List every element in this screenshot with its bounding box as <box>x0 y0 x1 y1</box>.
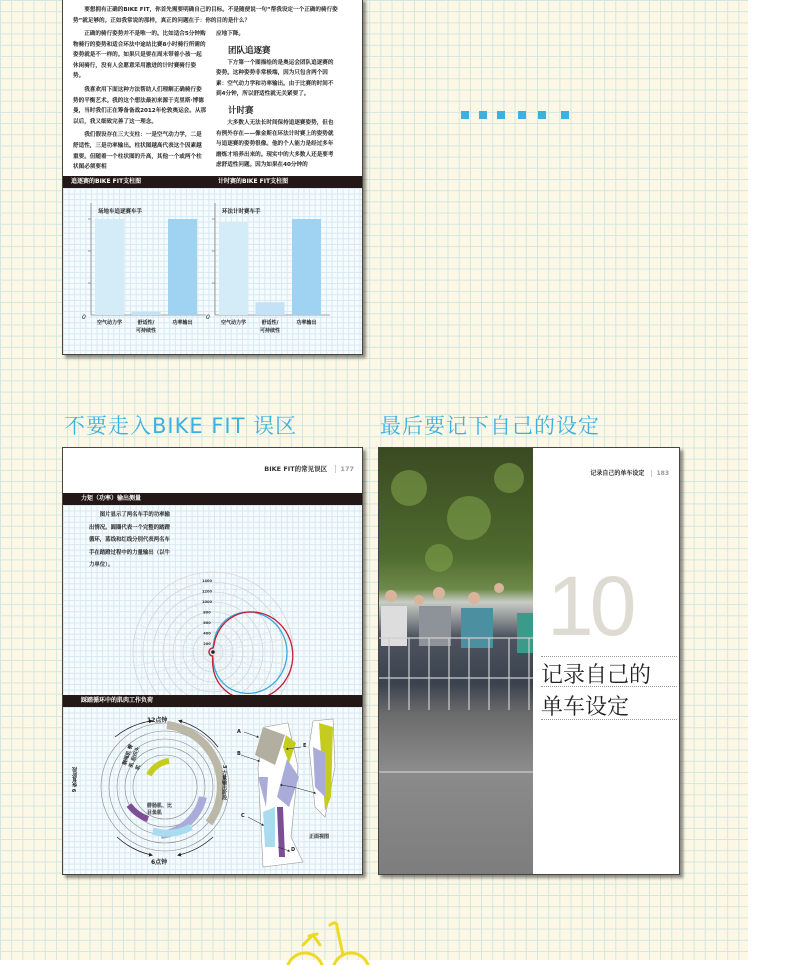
charts-area <box>63 188 363 355</box>
polar-center <box>211 650 215 654</box>
left-book-page <box>62 447 363 875</box>
category-label: 舒适性/ <box>137 320 155 326</box>
polar-tick: 200 <box>203 642 211 646</box>
top-book-page <box>62 0 363 355</box>
polar-tick: 600 <box>203 621 211 625</box>
leg-front <box>309 719 335 817</box>
leg-side <box>255 723 303 867</box>
bar <box>168 219 197 315</box>
muscle-label: 腘绳肌 臀肌 股四头肌 <box>121 743 143 771</box>
chapter-number: 10 <box>547 559 633 653</box>
bar <box>132 312 161 315</box>
section-heading: 计时赛 <box>228 105 254 116</box>
crowd-photo <box>379 448 533 875</box>
muscle-label: 腓肠肌、比目鱼肌 <box>147 803 173 816</box>
section-bar: 踩踏循环中的肌肉工作负荷 <box>63 695 363 707</box>
chart-title: 环法计时赛车手 <box>222 209 261 215</box>
polar-tick: 1200 <box>201 589 213 594</box>
leg-label: A <box>237 729 241 735</box>
clock-bottom-label: 6点钟 <box>151 859 168 866</box>
square <box>561 111 569 119</box>
paragraph: 我喜欢用下面这种方法帮助人们理解正确骑行姿势的平衡艺术。我的这个想法最初来源于克里斯·博德曼，当时我们正在筹备备战2012年伦敦奥运会。从那以后，我又细致完善了这一理念。 <box>73 86 207 125</box>
paragraph: 下方第一个图描绘的是奥运会团队追逐赛的姿势。这种姿势非常极端，因为只包含两个因素：空气动力学和功率输出。由于比赛的时间不到4分钟，所以舒适性就无关紧要了。 <box>216 59 334 98</box>
polar-tick: 400 <box>203 631 211 636</box>
paragraph: 应地下降。 <box>216 31 244 37</box>
category-label: 空气动力学 <box>96 320 123 326</box>
bar <box>95 219 124 315</box>
divider <box>541 656 677 657</box>
polar-tick: 1400 <box>201 579 213 583</box>
polar-spoke <box>186 652 213 695</box>
polar-tick: 800 <box>203 610 211 615</box>
intro-text: 要想拥有正确的BIKE FIT，你首先需要明确自己的目标。不是随便说一句“帮我设定一个正确的骑行姿势”就足够的。正如我常说的那样，真正的问题在于：你的目的是什么？ <box>73 7 338 24</box>
paragraph: 我们假设存在三大支柱：一是空气动力学，二是舒适性，三是功率输出。柱状图越高代表这个因素越重要。但随着一个柱状图的升高，其他一个或两个柱状图必须要相 <box>73 132 202 171</box>
leg-label: E <box>303 743 307 749</box>
bar-title: 追逐赛的BIKE FIT支柱图 <box>71 178 142 185</box>
column-1 <box>73 29 207 173</box>
chapter-title-line2: 单车设定 <box>541 695 630 720</box>
heading-left: 不要走入BIKE FIT 误区 <box>64 414 298 438</box>
running-head <box>264 464 354 473</box>
running-head-title: BIKE FIT的常见误区 <box>264 465 328 473</box>
chapter-title-line1: 记录自己的 <box>541 663 652 688</box>
power-phase-label: 3 力量输出阶段 <box>221 765 227 801</box>
category-label: 功率输出 <box>172 320 193 326</box>
polar-spoke <box>199 652 213 695</box>
polar-description: 图片显示了两名车手的功率输出情况。圆圈代表一个完整的踏蹬循环，蓝线和红线分别代表两名车手在踏蹬过程中的力量输出（以牛力单位）。 <box>89 512 170 568</box>
running-head <box>590 468 669 477</box>
bar <box>292 219 321 315</box>
square <box>538 111 546 119</box>
running-head-title: 记录自己的单车设定 <box>590 470 645 477</box>
paragraph: 大多数人无法长时间保持追逐赛姿势，但也有例外存在——像金斯在环法计时赛上的姿势就与追逐赛的姿势很像。他的个人能力是经过多年磨炼才培养出来的。现实中的大多数人还是要考虑舒适性问题。因为如果在40分钟的 <box>216 119 334 169</box>
chart-title: 场地车追逐赛车手 <box>98 209 143 215</box>
bar <box>219 222 248 315</box>
square <box>479 111 487 119</box>
pillar-charts <box>63 188 363 355</box>
right-book-page <box>378 447 680 875</box>
bar <box>256 302 285 315</box>
view-label: 正面视图 <box>309 834 330 840</box>
origin-label: 0 <box>206 314 210 321</box>
polar-area <box>63 505 363 695</box>
column-2 <box>216 29 338 171</box>
section-heading: 团队追逐赛 <box>228 45 271 56</box>
paragraph: 正确的骑行姿势并不是唯一的。比如适合5分钟购物骑行的姿势和适合环法中途站比赛8小时骑行所需的姿势就是不一样的。如果只是要在周末带着小孩一起休闲骑行，没有人会愿意采用激进的计时赛骑行姿势。 <box>73 31 206 80</box>
category-label: 空气动力学 <box>220 320 247 326</box>
pedal-cycle-diagram <box>63 707 363 875</box>
clock-top-label: 12点钟 <box>147 717 168 724</box>
photo-detail <box>379 448 533 875</box>
leg-label: C <box>241 813 245 819</box>
bicycle-doodle <box>265 915 385 965</box>
category-label: 舒适性/ <box>261 320 279 326</box>
square <box>497 111 505 119</box>
muscle-area <box>63 707 363 875</box>
leg-label: B <box>237 751 241 757</box>
section-bar: 力矩（功率）输出测量 <box>63 493 363 505</box>
section-bar <box>63 176 363 188</box>
heading-right: 最后要记下自己的设定 <box>380 414 600 438</box>
page-number: 177 <box>335 465 354 473</box>
category-label: 可持续性 <box>259 328 281 334</box>
divider <box>541 686 677 687</box>
recovery-phase-label: 9 恢复阶段 <box>72 767 78 793</box>
divider <box>541 719 677 720</box>
page-number: 183 <box>651 470 669 477</box>
origin-label: 0 <box>82 314 86 321</box>
polar-tick: 1000 <box>201 600 213 604</box>
category-label: 可持续性 <box>135 328 157 334</box>
category-label: 功率输出 <box>296 320 317 326</box>
square <box>518 111 526 119</box>
square <box>461 111 469 119</box>
leg-label: D <box>291 847 296 853</box>
bar-title: 计时赛的BIKE FIT支柱图 <box>218 178 289 185</box>
